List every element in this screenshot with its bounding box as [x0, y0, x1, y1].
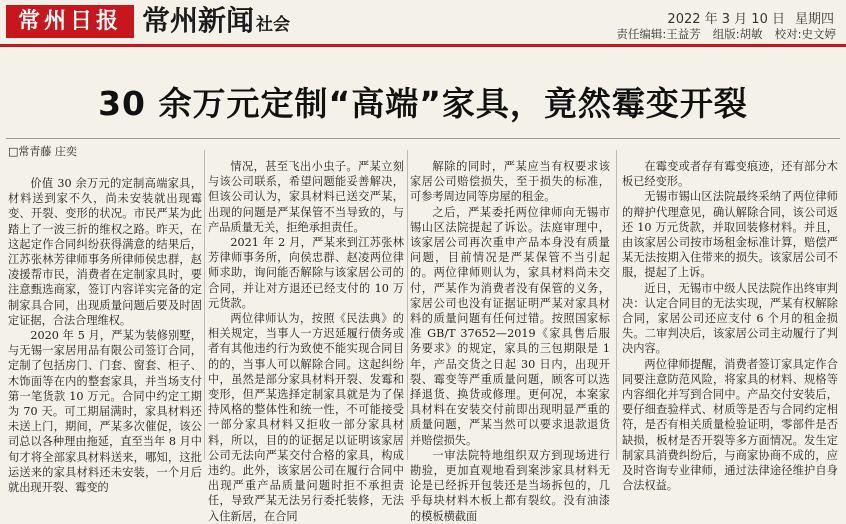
column-divider — [616, 150, 617, 460]
masthead-divider — [0, 44, 846, 47]
paragraph: 无锡市锡山区法院最终采纳了两位律师的辩护代理意见，确认解除合同，该公司返还 10 万元货款，并取回装修材料。并且，由该家居公司按市场租金标准计算，赔偿严某无法按期入住带来的损失。该家居公司不服，提起了上诉。 — [622, 190, 838, 280]
newspaper-logo: 常州日报 — [6, 5, 134, 38]
masthead — [0, 0, 846, 44]
article-column-2 — [208, 159, 404, 523]
paragraph: 之后，严某委托两位律师向无锡市锡山区法院提起了诉讼。法庭审理中，该家居公司再次重申产品本身没有质量问题，目前情况是严某保管不当引起的。两位律师则认为，家具材料尚未交付，严某作为消费者没有保管的义务，家居公司也没有证据证明严某对家具材料的质量问题有任何过错。按照国家标准 GB/T 37652—2019《家具售后服务要求》的规定，家具的三包期限是 1 年，产品交货之日起 30 日内，出现开裂、霉变等严重质量问题，顾客可以选择退货、换货或修理。更何况，本案家具材料在安装交付前即出现明显严重的质量问题，严某当然可以要求退款退货并赔偿损失。 — [410, 205, 610, 447]
paragraph: 一审法院特地组织双方到现场进行勘验，更加直观地看到案涉家具材料无论是已经拆开包装还是当场拆包的，几乎每块材料木板上都有裂纹。没有油漆的模板横截面 — [410, 448, 610, 523]
article-column-4 — [622, 159, 838, 493]
column-divider — [204, 150, 205, 460]
paragraph: 两位律师认为，按照《民法典》的相关规定，当事人一方迟延履行债务或者有其他违约行为致使不能实现合同目的的，当事人可以解除合同。这起纠纷中，虽然是部分家具材料开裂、发霉和变形，但严某选择定制家具就是为了保持风格的整体性和统一性，不可能接受一部分家具材料又拒收一部分家具材料，所以，目的的证据足以证明该家居公司无法向严某交付合格的家具，构成违约。此外，该家居公司在履行合同中出现严重产品质量问题时拒不承担责任，导致严某无法另行委托装修，无法入住新居，在合同 — [208, 312, 404, 523]
section-title-sub: 社会 — [256, 15, 291, 35]
paragraph: 价值 30 余万元的定制高端家具，材料送到家不久，尚未安装就出现霉变、开裂、变形的状况。市民严某为此踏上了一波三折的维权之路。昨天，在这起定作合同纠纷获得满意的结果后，江苏张林芳律师事务所律师侯忠群，赵凌援帮市民，消费者在定制家具时，要注意甄选商家，签订内容详实完备的定制家具合同，出现质量问题后要及时固定证据，合法合理维权。 — [8, 177, 202, 327]
column-divider — [407, 150, 408, 460]
paragraph: 2021 年 2 月，严某来到江苏张林芳律师事务所，向侯忠群、赵凌两位律师求助，询问能否解除与该家居公司的合同，并让对方退还已经支付的 10 万元货款。 — [208, 236, 404, 310]
paragraph: 在霉变或者存有霉变痕迹，还有部分木板已经变形。 — [622, 160, 838, 189]
article-headline: 30 余万元定制“高端”家具，竟然霉变开裂 — [98, 84, 748, 123]
paragraph: 解除的同时，严某应当有权要求该家居公司赔偿损失，至于损失的标准，可参考周边同等房屋的租金。 — [410, 160, 610, 204]
editor-credit: 责任编辑:王益芳 — [616, 27, 701, 41]
headline-divider — [6, 138, 840, 139]
designer-credit: 组版:胡敏 — [712, 27, 763, 41]
editor-credits — [604, 26, 836, 42]
paragraph: 2020 年 5 月，严某为装修别墅，与无锡一家居用品有限公司签订合同，定制了包括房门、门套、窗套、柜子、木饰面等在内的整套家具，并当场支付第一笔货款 10 万元。合同中约定工期为 70 天。可工期届满时，家具材料还未送上门，期间，严某多次催促，该公司总以各种理由拖延，直至当年 8 月中旬才将全部家具材料送来，哪知，这批运送来的家具材料还未安装，一个月后就出现开裂、霉变的 — [8, 329, 202, 495]
section-title — [142, 3, 290, 43]
article-byline: □常青藤 庄奕 — [8, 145, 77, 158]
article-column-1 — [8, 176, 202, 495]
section-title-main: 常州新闻 — [142, 4, 255, 37]
issue-weekday: 星期四 — [794, 12, 834, 27]
paragraph: 两位律师提醒，消费者签订家具定作合同要注意防范风险，将家具的材料、规格等内容细化并写到合同中。产品交付安装后，要仔细查验样式、材质等是否与合同约定相符，是否有相关质量检验证明，零部件是否缺损，板材是否开裂等多方面情况。发生定制家具消费纠纷后，与商家协商不成的，应及时咨询专业律师，通过法律途径维护自身合法权益。 — [622, 357, 838, 493]
paragraph: 近日，无锡市中级人民法院作出终审判决：认定合同目的无法实现，严某有权解除合同，家居公司还应支付 6 个月的租金损失。二审判决后，该家居公司主动履行了判决内容。 — [622, 281, 838, 356]
issue-date: 2022 年 3 月 10 日 — [667, 12, 785, 27]
paragraph: 情况，甚至飞出小虫子。严某立刻与该公司联系，希望问题能妥善解决，但该公司认为，家具材料已送交严某，出现的问题是严某保管不当导致的，与产品质量无关，拒绝承担责任。 — [208, 160, 404, 234]
dateline — [657, 8, 834, 27]
proof-credit: 校对:史文婷 — [774, 27, 836, 41]
article-column-3 — [410, 159, 610, 523]
